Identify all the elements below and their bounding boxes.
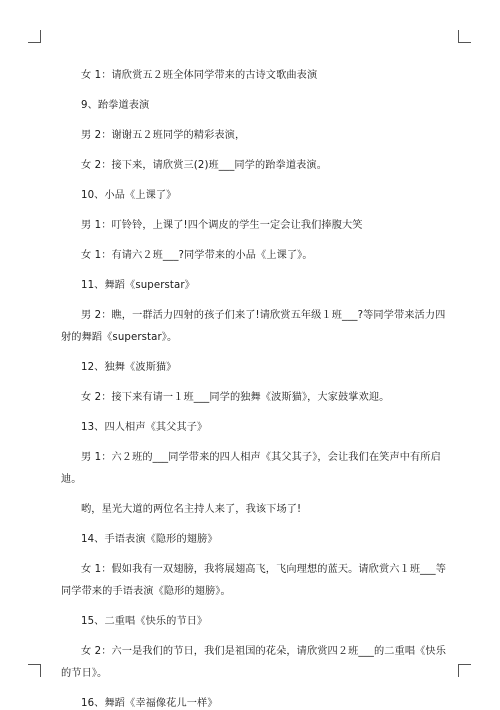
paragraph: 女 1：有请六２班___?同学带来的小品《上课了》。 [81,250,313,261]
paragraph: 女 1：假如我有一双翅膀，我将展翅高飞，飞向理想的蓝天。请欣赏六１班___等 [81,564,446,575]
paragraph: 男 1：六２班的___同学带来的四人相声《其父其子》，会让我们在笑声中有所启 [81,452,441,463]
paragraph: 男 1：叮铃铃，上课了!四个调皮的学生一定会让我们捧腹大笑 [81,220,363,231]
paragraph: 女 2：接下来有请一１班___同学的独舞《波斯猫》，大家鼓掌欢迎。 [81,392,390,403]
paragraph: 男 2：瞧，一群活力四射的孩子们来了!请欣赏五年级１班___?等同学带来活力四 [81,310,446,321]
section-heading: 11、舞蹈《superstar》 [81,280,195,291]
section-heading: 13、四人相声《其父其子》 [81,422,208,433]
paragraph: 女 2：六一是我们的节日，我们是祖国的花朵，请欣赏四２班___的二重唱《快乐 [81,646,446,657]
section-heading: 10、小品《上课了》 [81,190,177,201]
paragraph: 女 1：请欣赏五２班全体同学带来的古诗文歌曲表演 [81,70,318,81]
section-heading: 16、舞蹈《幸福像花儿一样》 [81,698,218,709]
paragraph-continuation: 同学带来的手语表演《隐形的翅膀》。 [61,586,231,597]
paragraph: 哟，星光大道的两位名主持人来了，我该下场了! [81,504,302,515]
paragraph-continuation: 射的舞蹈《superstar》。 [61,332,178,343]
document-body [61,69,446,710]
crop-mark-bottom-right [458,664,471,677]
crop-mark-top-left [28,30,41,43]
section-heading: 14、手语表演《隐形的翅膀》 [81,534,218,545]
paragraph: 男 2：谢谢五２班同学的精彩表演， [81,130,246,141]
section-heading: 9、跆拳道表演 [81,100,150,111]
paragraph-continuation: 的节日》。 [61,668,108,679]
crop-mark-bottom-left [28,664,41,677]
crop-mark-top-right [458,30,471,43]
section-heading: 12、独舞《波斯猫》 [81,362,177,373]
paragraph: 女 2：接下来，请欣赏三(2)班___同学的跆拳道表演。 [81,160,327,171]
paragraph-continuation: 迪。 [61,474,82,485]
section-heading: 15、二重唱《快乐的节日》 [81,616,208,627]
